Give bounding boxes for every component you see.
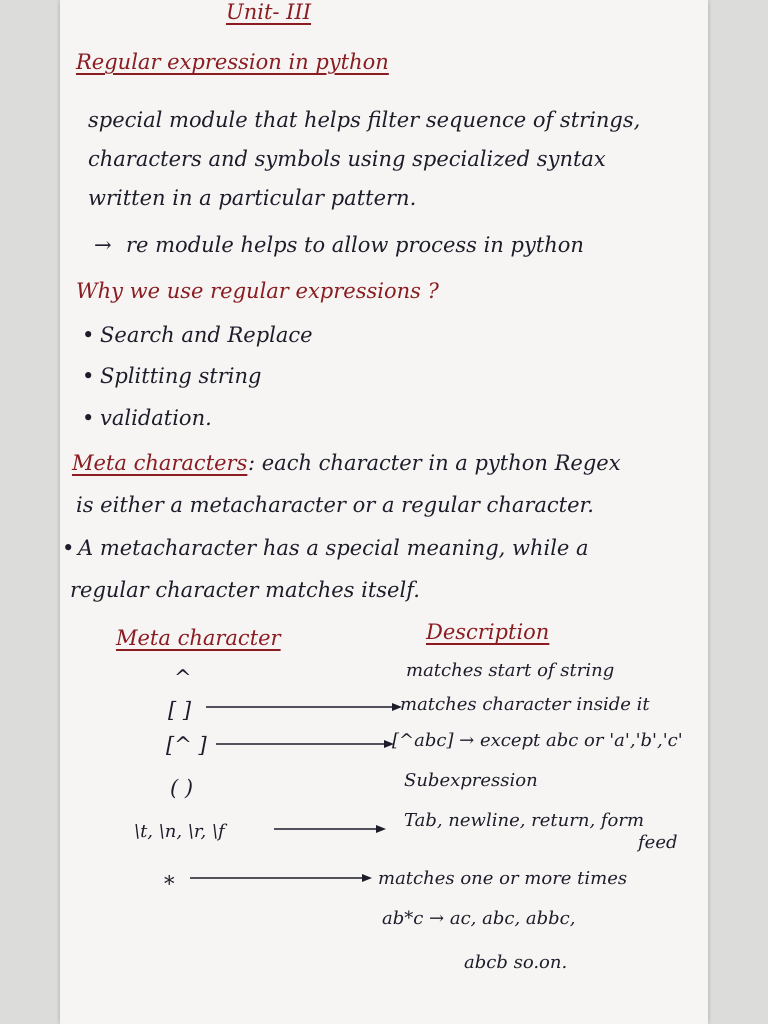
bullet-icon: • (62, 536, 75, 560)
intro-line-3: written in a particular pattern. (88, 186, 417, 210)
example-line-1: ab*c → ac, abc, abbc, (382, 908, 576, 929)
meta-symbol: [^ ] (166, 733, 207, 757)
meta-definition-line-2: is either a metacharacter or a regular character. (76, 493, 594, 517)
arrow-right-icon (190, 871, 372, 885)
intro-line-2: characters and symbols using specialized syntax (88, 147, 606, 171)
meta-description-continuation: feed (638, 832, 678, 853)
arrow-right-icon (206, 700, 402, 714)
arrow-bullet-icon: → (94, 233, 112, 257)
bullet-icon: • (82, 364, 95, 388)
arrow-right-icon (216, 737, 394, 751)
unit-title: Unit- III (226, 0, 312, 24)
notebook-page (60, 0, 708, 1024)
example-line-2: abcb so.on. (464, 952, 568, 973)
meta-description: Tab, newline, return, form (404, 810, 645, 831)
meta-heading: Meta characters (72, 451, 248, 475)
arrow-right-icon (274, 822, 386, 836)
meta-description: matches start of string (406, 660, 615, 681)
meta-symbol: ( ) (170, 776, 194, 800)
bullet-icon: • (82, 406, 95, 430)
meta-description: matches character inside it (400, 694, 650, 715)
meta-symbol: ^ (174, 666, 192, 690)
intro-line-1: special module that helps filter sequence of strings, (88, 108, 641, 132)
meta-symbol: * (164, 872, 175, 896)
meta-point-line-2: regular character matches itself. (70, 578, 420, 602)
re-module-note: re module helps to allow process in python (126, 233, 584, 257)
why-item-1: Search and Replace (100, 323, 313, 347)
column-header-meta: Meta character (116, 626, 281, 650)
page-heading: Regular expression in python (76, 50, 389, 74)
meta-description: [^abc] → except abc or 'a','b','c' (392, 730, 683, 751)
meta-definition-line-1: : each character in a python Regex (248, 451, 621, 475)
why-heading: Why we use regular expressions ? (76, 279, 439, 303)
meta-description: Subexpression (404, 770, 538, 791)
why-item-3: validation. (100, 406, 212, 430)
meta-symbol: [ ] (168, 698, 192, 722)
meta-point-line-1: A metacharacter has a special meaning, while a (78, 536, 589, 560)
meta-symbol: \t, \n, \r, \f (134, 821, 225, 842)
why-item-2: Splitting string (100, 364, 262, 388)
bullet-icon: • (82, 323, 95, 347)
meta-description: matches one or more times (378, 868, 628, 889)
column-header-description: Description (426, 620, 550, 644)
